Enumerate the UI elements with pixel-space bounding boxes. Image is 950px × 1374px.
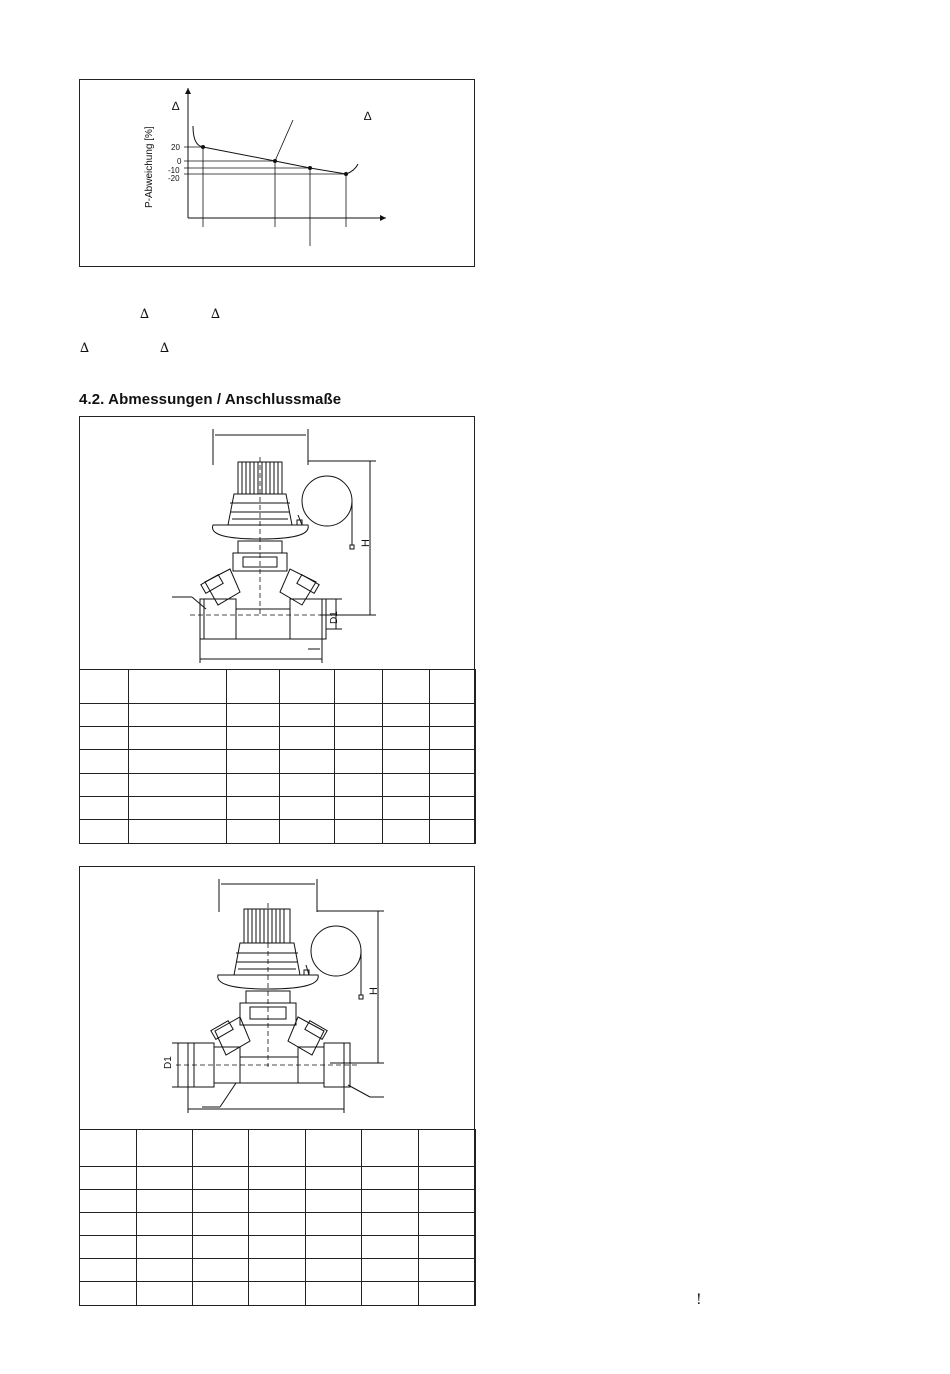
table-cell — [227, 773, 280, 796]
table-cell — [306, 1236, 362, 1259]
table-cell — [362, 1190, 419, 1213]
valve-drawing-threaded — [80, 417, 474, 669]
table-cell — [249, 1282, 306, 1306]
deviation-chart-frame — [79, 79, 475, 267]
table-cell — [306, 1167, 362, 1190]
table-cell — [362, 1130, 419, 1167]
section-heading: 4.2. Abmessungen / Anschlussmaße — [79, 391, 342, 408]
table-cell — [137, 1213, 193, 1236]
table-cell — [227, 796, 280, 819]
table-row — [80, 727, 476, 750]
table-cell — [419, 1259, 476, 1282]
table-cell — [430, 670, 476, 704]
table-cell — [430, 727, 476, 750]
valve-drawing-union — [80, 867, 474, 1129]
delta-symbol: ∆ — [160, 341, 170, 356]
table-cell — [335, 670, 383, 704]
table-cell — [335, 773, 383, 796]
table-cell — [80, 1236, 137, 1259]
table-cell — [419, 1167, 476, 1190]
table-cell — [430, 704, 476, 727]
table-row — [80, 796, 476, 819]
table-cell — [249, 1236, 306, 1259]
deviation-curve — [193, 126, 358, 174]
table-cell — [80, 1282, 137, 1306]
table-cell — [383, 727, 430, 750]
table-row — [80, 1190, 476, 1213]
dimension-h-label: H — [360, 539, 372, 547]
table-cell — [362, 1236, 419, 1259]
table-cell — [280, 727, 335, 750]
table-cell — [137, 1190, 193, 1213]
table-cell — [430, 796, 476, 819]
table-cell — [249, 1259, 306, 1282]
table-row — [80, 1213, 476, 1236]
table-cell — [335, 704, 383, 727]
table-cell — [306, 1190, 362, 1213]
table-cell — [137, 1167, 193, 1190]
table-cell — [249, 1213, 306, 1236]
table-cell — [129, 670, 227, 704]
table-cell — [419, 1282, 476, 1306]
table-cell — [362, 1167, 419, 1190]
table-row — [80, 1130, 476, 1167]
table-cell — [80, 750, 129, 773]
table-cell — [383, 750, 430, 773]
table-cell — [249, 1167, 306, 1190]
table-cell — [80, 1130, 137, 1167]
table-cell — [137, 1236, 193, 1259]
table-cell — [129, 704, 227, 727]
table-cell — [383, 796, 430, 819]
table-row — [80, 1236, 476, 1259]
table-cell — [419, 1130, 476, 1167]
table-row — [80, 773, 476, 796]
table-cell — [129, 819, 227, 843]
table-row — [80, 1282, 476, 1306]
delta-symbol-y: ∆ — [172, 99, 180, 113]
table-cell — [80, 1259, 137, 1282]
table-cell — [193, 1130, 249, 1167]
dimension-d1-label: D1 — [163, 1056, 174, 1069]
table-cell — [227, 727, 280, 750]
table-cell — [280, 704, 335, 727]
dimensions-table-union — [79, 1129, 476, 1306]
table-cell — [80, 773, 129, 796]
table-cell — [80, 1167, 137, 1190]
y-axis-label: P-Abweichung [%] — [144, 126, 155, 208]
table-cell — [249, 1130, 306, 1167]
table-row — [80, 819, 476, 843]
table-cell — [280, 670, 335, 704]
table-cell — [80, 1190, 137, 1213]
table-cell — [227, 670, 280, 704]
table-cell — [129, 773, 227, 796]
table-cell — [193, 1282, 249, 1306]
table-cell — [129, 750, 227, 773]
table-cell — [137, 1282, 193, 1306]
table-cell — [383, 773, 430, 796]
table-cell — [80, 819, 129, 843]
table-cell — [430, 819, 476, 843]
y-tick-minus10: -10 — [168, 166, 180, 175]
table-row — [80, 670, 476, 704]
delta-symbol-legend: ∆ — [364, 109, 372, 123]
deviation-chart — [80, 80, 474, 266]
table-cell — [227, 704, 280, 727]
table-cell — [335, 796, 383, 819]
table-cell — [306, 1259, 362, 1282]
table-cell — [80, 796, 129, 819]
table-cell — [249, 1190, 306, 1213]
table-cell — [80, 1213, 137, 1236]
table-cell — [193, 1167, 249, 1190]
table-cell — [306, 1213, 362, 1236]
table-cell — [335, 819, 383, 843]
table-cell — [193, 1213, 249, 1236]
table-cell — [227, 750, 280, 773]
table-cell — [362, 1213, 419, 1236]
table-cell — [383, 670, 430, 704]
table-cell — [362, 1282, 419, 1306]
table-cell — [193, 1190, 249, 1213]
delta-symbol: ∆ — [80, 341, 90, 356]
table-cell — [137, 1130, 193, 1167]
dimension-h-label: H — [368, 987, 380, 995]
y-tick-20: 20 — [171, 143, 180, 152]
table-cell — [419, 1190, 476, 1213]
dimensions-table-threaded — [79, 669, 476, 844]
delta-symbol: ∆ — [140, 307, 150, 322]
exclamation-mark: ! — [696, 1292, 702, 1308]
table-cell — [280, 773, 335, 796]
y-tick-0: 0 — [177, 157, 182, 166]
table-cell — [419, 1236, 476, 1259]
table-cell — [129, 727, 227, 750]
table-row — [80, 750, 476, 773]
table-cell — [129, 796, 227, 819]
table-cell — [430, 773, 476, 796]
valve-drawing-threaded-frame — [79, 416, 475, 844]
table-cell — [306, 1282, 362, 1306]
valve-drawing-union-frame — [79, 866, 475, 1306]
table-cell — [383, 819, 430, 843]
table-cell — [335, 727, 383, 750]
delta-symbol: ∆ — [211, 307, 221, 322]
table-cell — [80, 670, 129, 704]
table-cell — [80, 704, 129, 727]
table-cell — [193, 1236, 249, 1259]
table-cell — [335, 750, 383, 773]
dimension-d1-label: D1 — [329, 611, 340, 624]
table-cell — [362, 1259, 419, 1282]
y-tick-minus20: -20 — [168, 174, 180, 183]
table-row — [80, 1259, 476, 1282]
table-cell — [280, 819, 335, 843]
table-cell — [383, 704, 430, 727]
table-cell — [280, 750, 335, 773]
table-cell — [137, 1259, 193, 1282]
table-row — [80, 704, 476, 727]
table-row — [80, 1167, 476, 1190]
table-cell — [280, 796, 335, 819]
table-cell — [430, 750, 476, 773]
table-cell — [227, 819, 280, 843]
table-cell — [193, 1259, 249, 1282]
table-cell — [80, 727, 129, 750]
table-cell — [419, 1213, 476, 1236]
table-cell — [306, 1130, 362, 1167]
